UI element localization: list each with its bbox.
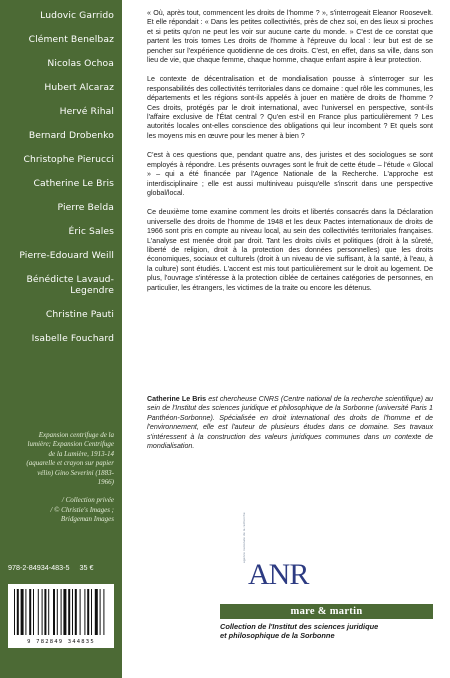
blurb-paragraph: Ce deuxième tome examine comment les droits et libertés consacrés dans la Déclaration universelle des droits de l'homme de 1948 et les deux Pactes internationaux de droits de 1966 sont pris en compte au niveau local, au sein des collectivités territoriales françaises. L'analyse est menée droit par droit. Tant les droits civils et politiques (droit à la sûreté, liberté de religion, droit à la protection des données personnelles) que les droits économiques, sociaux et culturels (droit à un niveau de vie suffisant, à la santé, à l'eau, à la culture) sont étudiés. L'accent est mis tout particulièrement sur le droit au logement. De plus, l'ouvrage s'intéresse à la protection ciblée de certaines catégories de personnes, en particulier, les étrangers, les victimes de la traite ou encore les détenus. — [147, 208, 433, 292]
caption-line: / © Christie's Images ; — [50, 505, 114, 514]
blurb-paragraph: C'est à ces questions que, pendant quatre ans, des juristes et des sociologues se sont employés à répondre. Les présents ouvrages sont le fruit de cette étude – l'étude « Glocal » – qui a été financée par l'Agence Nationale de la Recherche. L'approche est interdisciplinaire ; elle est aussi multiniveau puisqu'elle s'inscrit dans une perspective global/local. — [147, 151, 433, 197]
author-name: Hervé Rihal — [59, 106, 114, 117]
anr-small-text: agence nationale de la recherche — [242, 512, 246, 563]
editor-bio-text: est chercheuse CNRS (Centre national de la recherche scientifique) au sein de l'Institut des sciences juridique et philosophique de la Sorbonne (université Paris 1 Panthéon-Sorbonne). Spécialisée en droit international des droits de l'homme et de l'environnement, elle est l'auteur de plusieurs études dans ce domaine. Ses travaux s'intéressent à la construction des valeurs juridiques communes dans un contexte de mondialisation. — [147, 395, 433, 451]
caption-line: 1966) — [97, 478, 114, 487]
author-name: Isabelle Fouchard — [31, 333, 114, 344]
caption-line: (aquarelle et crayon sur papier — [26, 459, 114, 468]
caption-line: Bridgeman Images — [60, 515, 114, 524]
blurb-paragraph: « Où, après tout, commencent les droits de l'homme ? », s'interrogeait Eleanor Roosevelt. Et elle répondait : « Dans les petites collectivités, près de chez soi, en des lieux si proches et si petits qu'on ne peut les voir sur aucune carte du monde. » C'est de ce constat que partent les trois tomes Les droits de l'homme à l'épreuve du local : leur but est de se pencher sur l'expérience quotidienne de ces droits. C'est, en effet, dans sa ville, dans son lieu de vie, que chaque femme, chaque homme, chaque enfant aspire à leur protection. — [147, 9, 433, 65]
anr-logo-text: ANR — [248, 558, 309, 591]
isbn: 978-2-84934-483-5 — [8, 563, 70, 572]
caption-line: / Collection privée — [61, 496, 114, 505]
author-name: Bernard Drobenko — [28, 130, 114, 141]
author-name: Clément Benelbaz — [28, 34, 114, 45]
editor-bio — [147, 395, 433, 451]
barcode — [8, 584, 114, 648]
caption-line: Expansion centrifuge de la — [38, 431, 114, 439]
price: 35 € — [79, 563, 94, 572]
author-name: Christine Pauti — [45, 309, 114, 320]
author-name: Ludovic Garrido — [40, 10, 114, 21]
author-name: Hubert Alcaraz — [44, 82, 114, 93]
left-green-band — [0, 0, 122, 678]
author-name: Nicolas Ochoa — [47, 58, 114, 69]
editor-name: Catherine Le Bris — [147, 395, 207, 403]
author-name: Bénédicte Lavaud-Legendre — [26, 274, 114, 296]
author-name: Éric Sales — [68, 226, 114, 237]
author-list — [8, 10, 114, 344]
collection-title — [220, 622, 433, 641]
cover-art-caption — [8, 431, 114, 525]
collection-line: Collection de l'Institut des sciences juridique — [220, 622, 379, 631]
isbn-price-line — [8, 563, 114, 572]
author-name: Pierre-Edouard Weill — [19, 250, 114, 261]
barcode-digits: 9 782849 344835 — [27, 639, 95, 645]
blurb — [147, 9, 433, 293]
caption-line: lumière; Expansion Centrifuge — [27, 440, 114, 449]
caption-line: vélin) Gino Severini (1883- — [37, 468, 114, 477]
author-name: Pierre Belda — [57, 202, 114, 213]
author-name: Catherine Le Bris — [33, 178, 114, 189]
barcode-bars-icon — [14, 589, 108, 635]
caption-line: de la Lumière, 1913-14 — [48, 449, 114, 458]
collection-line: et philosophique de la Sorbonne — [220, 631, 335, 641]
blurb-paragraph: Le contexte de décentralisation et de mondialisation pousse à s'interroger sur les responsabilités des collectivités territoriales dans ce domaine : quel rôle les communes, les départements et les régions sont-ils appelés à jouer en matière de droits de l'homme ? Ces droits, protégés par le droit international, avec l'universel en perspective, sont-ils l'affaire exclusive de l'État central ? Qu'en est-il en France plus particulièrement ? Les autorités locales ont-elles conscience des obligations qui leur incombent ? Et quels sont les moyens mis en œuvre pour les mener à bien ? — [147, 75, 433, 140]
publisher-banner: mare & martin — [220, 604, 433, 619]
anr-logo — [242, 512, 312, 603]
author-name: Christophe Pierucci — [23, 154, 114, 165]
